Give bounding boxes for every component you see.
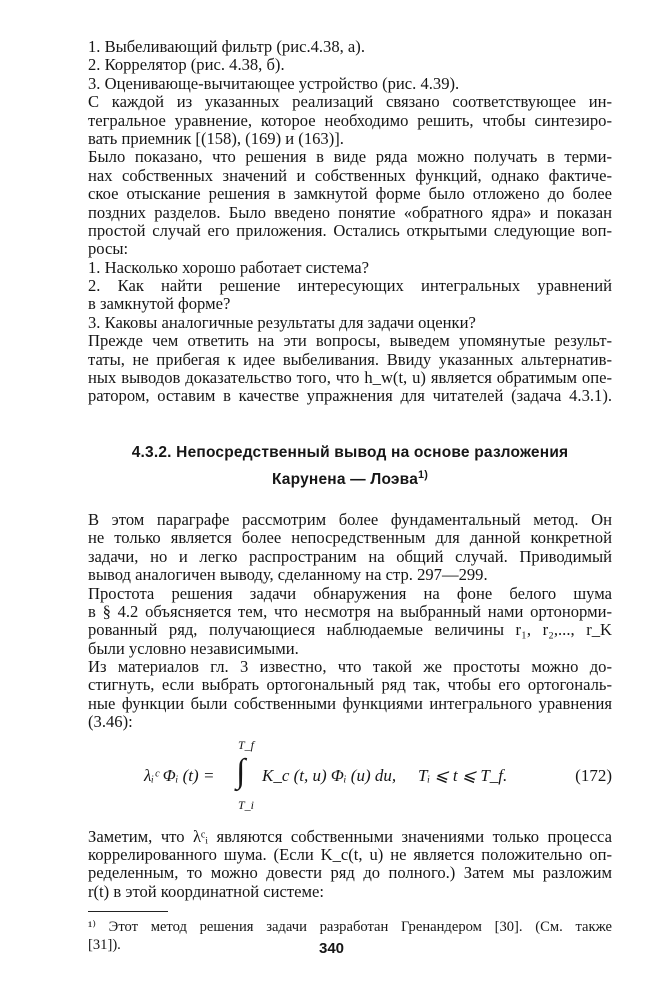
- paragraph: [88, 658, 612, 732]
- list-item: 3. Каковы аналогичные результаты для задачи оценки?: [88, 312, 476, 332]
- text-line: Простота решения задачи обнаружения на фоне белого шума: [88, 583, 612, 603]
- footnote-divider: [88, 911, 168, 912]
- equation-integrand: K_c (t, u) Φᵢ (u) du,: [262, 765, 397, 785]
- paragraph: [88, 148, 612, 258]
- paragraph: [88, 828, 612, 902]
- text-line: Из материалов гл. 3 известно, что такой же простоты можно до-: [88, 657, 612, 677]
- text-line: простой случай его приложения. Остались открытыми следующие воп-: [88, 220, 612, 240]
- text-line: поздних разделов. Было введено понятие «обратного ядра» и показан: [88, 202, 612, 222]
- list-item: 1. Насколько хорошо работает система?: [88, 257, 370, 277]
- integral-sign-icon: ∫: [236, 752, 246, 790]
- text-line: ных выводов доказательство того, что h_w(t, u) является обратимым опе-: [88, 368, 612, 388]
- text-line: рованный ряд, получающиеся наблюдаемые величины r₁, r₂,..., r_K: [88, 620, 612, 640]
- text-line: стигнуть, если выбрать ортогональный ряд так, чтобы его ортогональ-: [88, 675, 612, 695]
- list-item: 2. Как найти решение интересующих интегральных уравнений: [88, 276, 612, 296]
- text-line: были условно независимыми.: [88, 638, 299, 658]
- text-line: вывод аналогичен выводу, сделанному на стр. 297—299.: [88, 565, 488, 585]
- text-line: Было показано, что решения в виде ряда можно получать в терми-: [88, 147, 612, 167]
- text-line: в § 4.2 объясняется тем, что несмотря на выбранный нами ортонорми-: [88, 601, 612, 621]
- text-line: ское отыскание решения в замкнутой форме было отложено до более: [88, 184, 612, 204]
- footnote-line: ¹⁾ Этот метод решения задачи разработан Гренандером [30]. (См. также: [88, 919, 612, 936]
- page-body: [88, 38, 612, 954]
- text-line: росы:: [88, 239, 129, 259]
- text-line: тегральное уравнение, которое необходимо решить, чтобы синтезиро-: [88, 110, 612, 130]
- equation-condition: Tᵢ ⩽ t ⩽ T_f.: [418, 765, 508, 785]
- text-line: (3.46):: [88, 712, 133, 732]
- page-number: 340: [318, 940, 345, 957]
- list-item: 2. Коррелятор (рис. 4.38, б).: [88, 55, 285, 75]
- paragraph: [88, 93, 612, 148]
- text-line: не только является более непосредственным для данной конкретной: [88, 528, 612, 548]
- heading-line: Карунена — Лоэва$^{1)}$: [271, 468, 429, 488]
- text-line: ратором, оставим в качестве упражнения для читателей (задача 4.3.1).: [88, 386, 612, 406]
- heading-line: 4.3.2. Непосредственный вывод на основе разложения: [131, 443, 569, 461]
- text-line: В этом параграфе рассмотрим более фундаментальный метод. Он: [88, 509, 612, 529]
- text-line: коррелированного шума. (Если K_c(t, u) не является положительно оп-: [88, 845, 612, 865]
- paragraph: [88, 511, 612, 585]
- text-line: ределенным, то можно довести ряд до полного.) Затем мы разложим: [88, 863, 612, 883]
- equation-172: [88, 738, 612, 824]
- list-open-questions: [88, 259, 612, 333]
- integral-upper-limit: T_f: [238, 737, 255, 752]
- paragraph: [88, 332, 612, 406]
- list-item: в замкнутой форме?: [88, 294, 231, 314]
- footnote-line: [31]).: [88, 937, 121, 954]
- text-line: нах собственных значений и собственных функций, однако фактиче-: [88, 165, 612, 185]
- list-receiver-types: [88, 38, 612, 93]
- section-heading: [88, 442, 612, 491]
- text-line: ные функции были собственными функциями интегрального уравнения: [88, 693, 612, 713]
- text-line: Прежде чем ответить на эти вопросы, выведем упомянутые результ-: [88, 331, 612, 351]
- list-item: 1. Выбеливающий фильтр (рис.4.38, а).: [88, 37, 365, 56]
- list-item: 3. Оценивающе-вычитающее устройство (рис. 4.39).: [88, 73, 460, 93]
- text-line: вать приемник [(158), (169) и (163)].: [88, 128, 344, 148]
- paragraph: [88, 585, 612, 659]
- equation-lhs: λᵢᶜ Φᵢ (t) =: [144, 765, 215, 785]
- text-line: Заметим, что λᶜᵢ являются собственными значениями только процесса: [88, 826, 612, 846]
- text-line: С каждой из указанных реализаций связано соответствующее ин-: [88, 92, 612, 112]
- text-line: таты, не прибегая к идее выбеливания. Ввиду указанных альтернатив-: [88, 349, 612, 369]
- equation-number: (172): [575, 765, 612, 785]
- text-line: задачи, но и легко распространим на общий случай. Приводимый: [88, 546, 612, 566]
- text-line: r(t) в этой координатной системе:: [88, 881, 324, 901]
- integral-lower-limit: T_i: [238, 797, 255, 812]
- footnote-marker: 1): [418, 468, 429, 481]
